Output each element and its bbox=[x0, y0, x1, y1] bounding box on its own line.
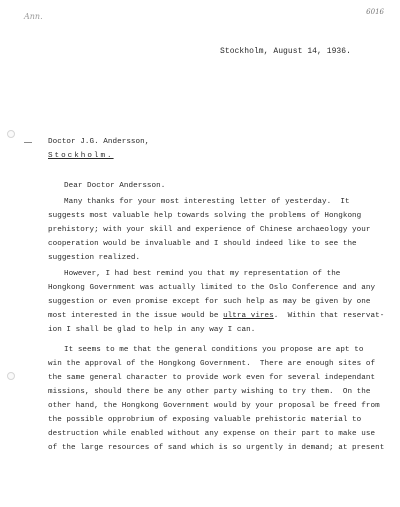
body-line: It seems to me that the general conditions you propose are apt to bbox=[64, 346, 364, 354]
recipient-city-text: Stockholm. bbox=[48, 152, 114, 160]
body-line: win the approval of the Hongkong Government. There are enough sites of bbox=[48, 360, 376, 368]
punch-hole-top bbox=[7, 130, 15, 138]
body-line: suggestion or even promise except for such help as may be given by one bbox=[48, 298, 371, 306]
handwritten-annotation: Ann. bbox=[24, 12, 43, 21]
body-line: Hongkong Government was actually limited to the Oslo Conference and any bbox=[48, 284, 376, 292]
body-text: . Within that reservat- bbox=[273, 312, 385, 320]
body-text: most interested in the issue would be bbox=[48, 312, 219, 320]
body-line: ion I shall be glad to help in any way I can. bbox=[48, 326, 256, 334]
body-line: prehistory; with your skill and experience of Chinese archaeology your bbox=[48, 226, 371, 234]
body-line: the possible opprobrium of exposing valuable prehistoric material to bbox=[48, 416, 362, 424]
body-line: suggestion realized. bbox=[48, 254, 141, 262]
body-line: cooperation would be invaluable and I should indeed like to see the bbox=[48, 240, 357, 248]
body-line: missions, should there be any other party wishing to try them. On the bbox=[48, 388, 371, 396]
punch-hole-bottom bbox=[7, 372, 15, 380]
body-line: destruction while enabled without any expense on their part to make use bbox=[48, 430, 376, 438]
body-line: the same general character to provide work even for several independant bbox=[48, 374, 376, 382]
body-line: Many thanks for your most interesting letter of yesterday. It bbox=[64, 198, 350, 206]
body-line bbox=[48, 312, 385, 321]
letter-date: Stockholm, August 14, 1936. bbox=[220, 47, 351, 56]
body-line: of the large resources of sand which is so urgently in demand; at present bbox=[48, 444, 385, 452]
body-line: other hand, the Hongkong Government would by your proposal be freed from bbox=[48, 402, 380, 410]
ultra-vires-term: ultra vires bbox=[223, 312, 274, 320]
recipient-name: Doctor J.G. Andersson, bbox=[48, 138, 150, 146]
recipient-city bbox=[48, 152, 380, 161]
body-line: However, I had best remind you that my representation of the bbox=[64, 270, 341, 278]
page-number-annotation: 6016 bbox=[366, 8, 384, 16]
salutation: Dear Doctor Andersson. bbox=[64, 182, 166, 190]
margin-mark bbox=[24, 142, 32, 143]
body-line: suggests most valuable help towards solving the problems of Hongkong bbox=[48, 212, 362, 220]
